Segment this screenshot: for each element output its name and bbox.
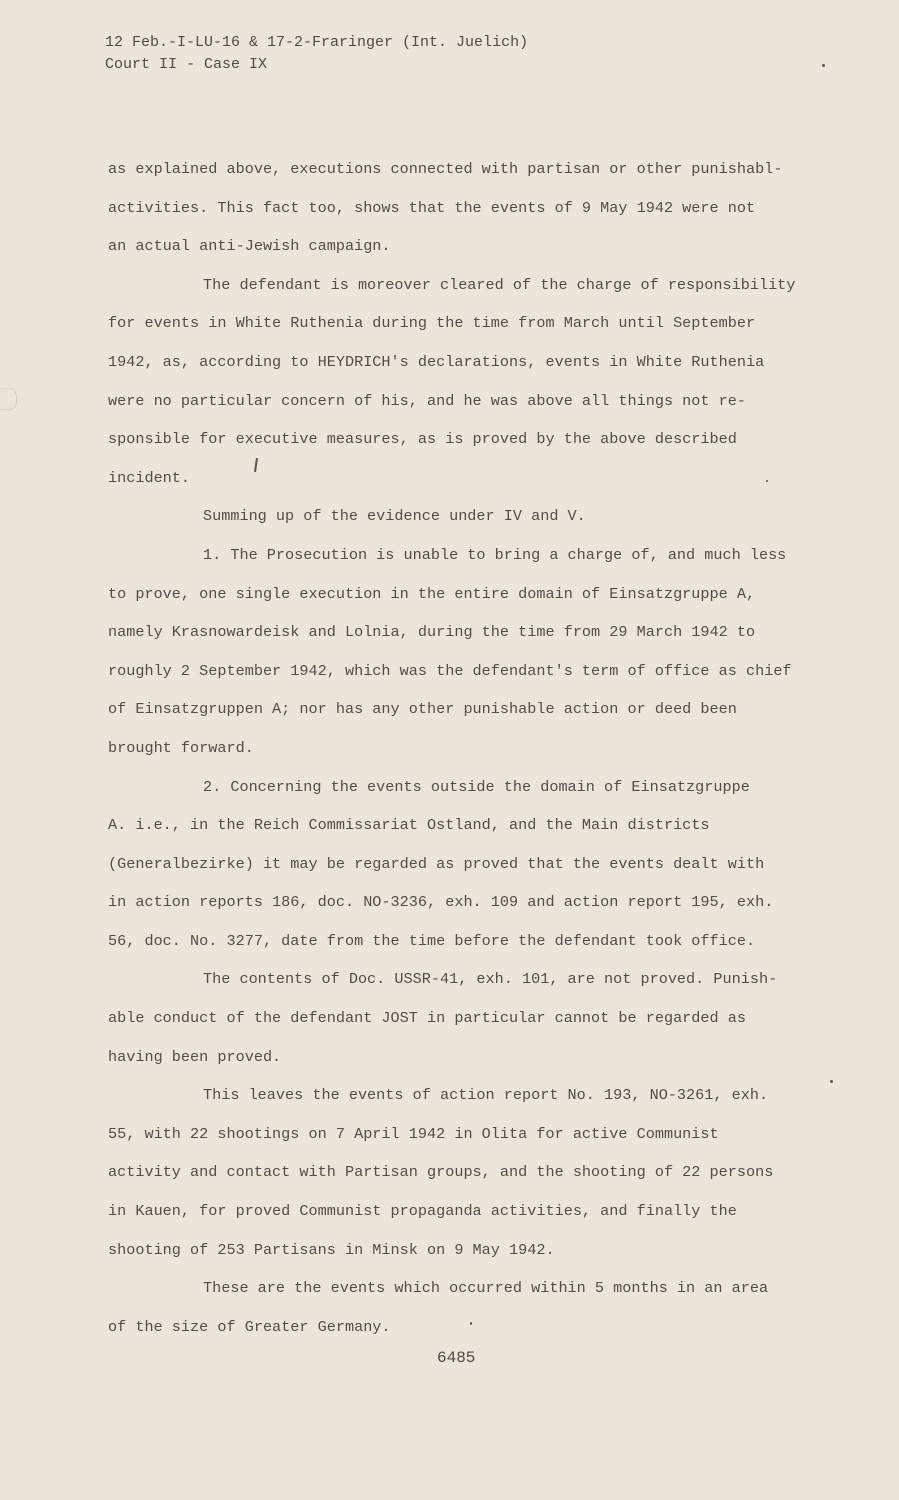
body-line: 1. The Prosecution is unable to bring a charge of, and much less	[203, 545, 787, 564]
body-line: as explained above, executions connected with partisan or other punishabl-	[108, 160, 783, 178]
page-number: 6485	[437, 1349, 476, 1367]
body-line: namely Krasnowardeisk and Lolnia, during the time from 29 March 1942 to	[108, 623, 756, 642]
margin-dot	[822, 64, 825, 67]
body-line: for events in White Ruthenia during the time from March until September	[108, 314, 756, 333]
body-line: activity and contact with Partisan groups, and the shooting of 22 persons	[108, 1163, 774, 1182]
body-line: to prove, one single execution in the entire domain of Einsatzgruppe A,	[108, 584, 756, 603]
body-line: 56, doc. No. 3277, date from the time before the defendant took office.	[108, 931, 756, 950]
body-line: 1942, as, according to HEYDRICH's declarations, events in White Ruthenia	[108, 352, 765, 371]
body-line: The contents of Doc. USSR-41, exh. 101, are not proved. Punish-	[203, 970, 778, 989]
body-line: shooting of 253 Partisans in Minsk on 9 May 1942.	[108, 1240, 555, 1259]
body-line: incident.	[108, 468, 191, 487]
document-header	[105, 32, 528, 76]
header-line-2: Court II - Case IX	[105, 56, 268, 73]
punch-hole-mark	[0, 388, 17, 410]
body-line: able conduct of the defendant JOST in particular cannot be regarded as	[108, 1009, 746, 1028]
body-line: The defendant is moreover cleared of the charge of responsibility	[203, 275, 796, 294]
margin-dot	[766, 480, 768, 482]
body-line: in action reports 186, doc. NO-3236, exh. 109 and action report 195, exh.	[108, 893, 774, 912]
margin-dot	[470, 1322, 472, 1325]
body-line: 55, with 22 shootings on 7 April 1942 in Olita for active Communist	[108, 1124, 719, 1143]
body-line: an actual anti-Jewish campaign.	[108, 237, 391, 256]
body-line: sponsible for executive measures, as is proved by the above described	[108, 430, 737, 449]
body-line: in Kauen, for proved Communist propaganda activities, and finally the	[108, 1202, 737, 1221]
body-line: These are the events which occurred within 5 months in an area	[203, 1279, 769, 1298]
body-text	[108, 150, 843, 1346]
body-line: This leaves the events of action report No. 193, NO-3261, exh.	[203, 1086, 769, 1105]
body-line: (Generalbezirke) it may be regarded as proved that the events dealt with	[108, 854, 765, 873]
body-line: of the size of Greater Germany.	[108, 1317, 391, 1336]
body-line: 2. Concerning the events outside the domain of Einsatzgruppe	[203, 777, 750, 796]
body-line: roughly 2 September 1942, which was the defendant's term of office as chief	[108, 661, 792, 680]
body-line: of Einsatzgruppen A; nor has any other punishable action or deed been	[108, 700, 737, 719]
body-line: brought forward.	[108, 738, 254, 757]
body-line: A. i.e., in the Reich Commissariat Ostland, and the Main districts	[108, 816, 710, 835]
margin-dot	[830, 1080, 833, 1083]
body-line: having been proved.	[108, 1047, 282, 1066]
body-line: were no particular concern of his, and he was above all things not re-	[108, 391, 746, 410]
body-line: activities. This fact too, shows that the events of 9 May 1942 were not	[108, 198, 756, 217]
body-line: Summing up of the evidence under IV and V.	[203, 507, 586, 526]
header-line-1: 12 Feb.-I-LU-16 & 17-2-Fraringer (Int. Juelich)	[105, 34, 529, 51]
